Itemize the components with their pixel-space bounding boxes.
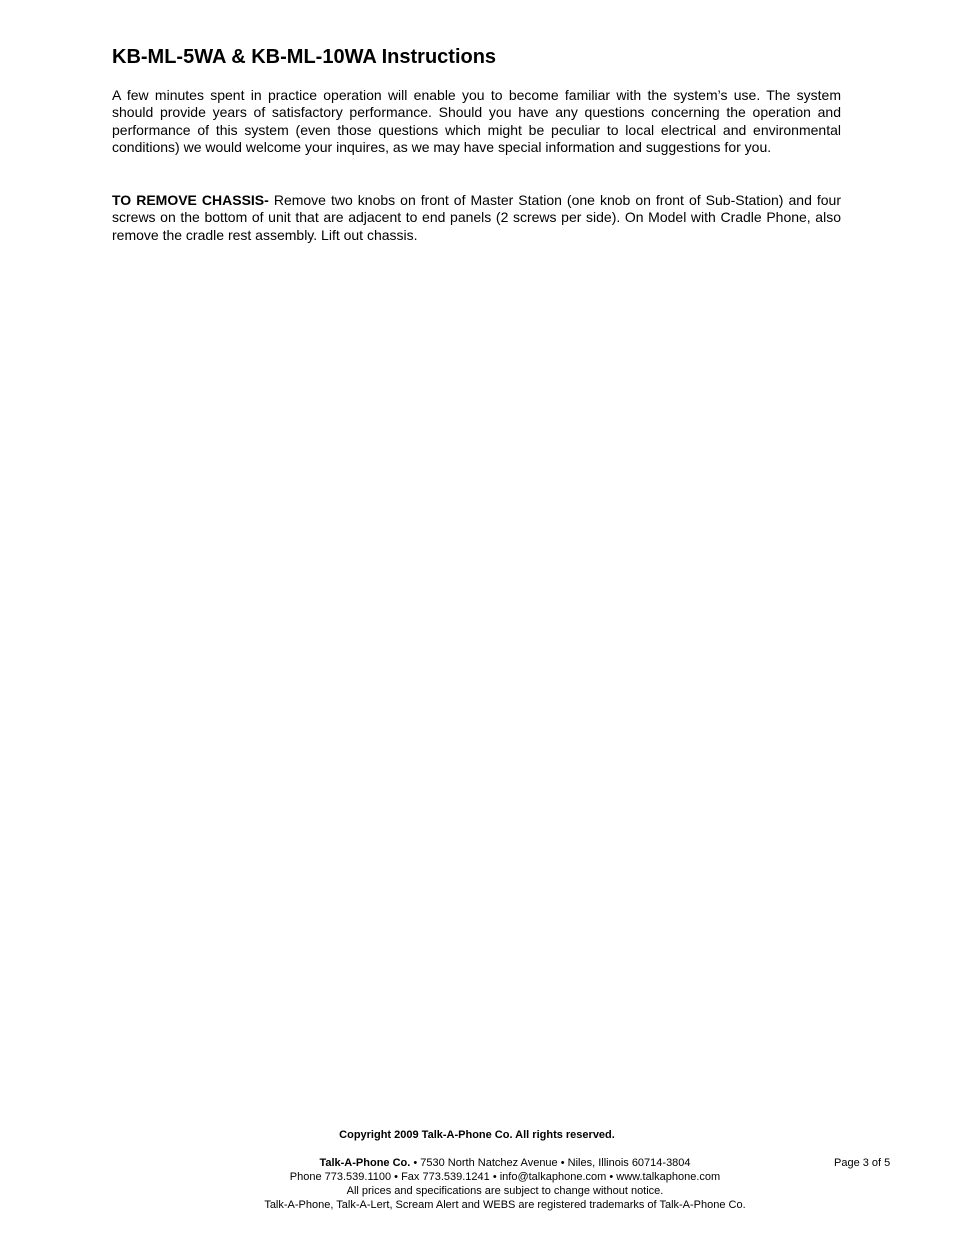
company-address: • 7530 North Natchez Avenue • Niles, Illinois 60714-3804 — [410, 1157, 691, 1169]
remove-chassis-paragraph — [112, 192, 841, 244]
footer-contact-line: Phone 773.539.1100 • Fax 773.539.1241 • info@talkaphone.com • www.talkaphone.com — [289, 1171, 721, 1183]
copyright-text: Copyright 2009 Talk-A-Phone Co. All rights reserved. — [339, 1129, 615, 1141]
remove-chassis-heading: TO REMOVE CHASSIS- — [112, 192, 269, 208]
remove-chassis-text: Remove two knobs on front of Master Station (one knob on front of Sub-Station) and four screws on the bottom of unit that are adjacent to end panels (2 screws per side). On Model with Cradle Phone, also remove the cradle rest assembly. Lift out chassis. — [112, 192, 841, 243]
footer-block — [190, 1156, 820, 1212]
page-title: KB-ML-5WA & KB-ML-10WA Instructions — [112, 46, 497, 68]
page-number: Page 3 of 5 — [834, 1157, 891, 1169]
copyright-notice — [0, 1128, 954, 1142]
company-name: Talk-A-Phone Co. — [319, 1157, 411, 1169]
footer-address-line — [190, 1156, 820, 1170]
intro-paragraph: A few minutes spent in practice operation will enable you to become familiar with the system’s use. The system should provide years of satisfactory performance. Should you have any questions concerning the operation and performance of this system (even those questions which might be peculiar to local electrical and environmental conditions) we would welcome your inquires, as we may have special information and suggestions for you. — [112, 87, 841, 156]
footer-trademarks-line: Talk-A-Phone, Talk-A-Lert, Scream Alert and WEBS are registered trademarks of Talk-A-Phone Co. — [264, 1199, 746, 1211]
footer-notice-line: All prices and specifications are subject to change without notice. — [346, 1185, 664, 1197]
